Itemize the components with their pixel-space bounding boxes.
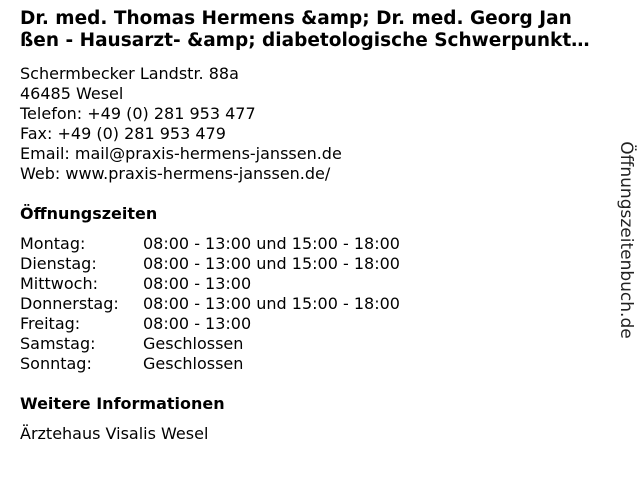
day-label: Dienstag: xyxy=(20,254,97,273)
contact-block xyxy=(20,64,600,184)
site-watermark-label: Öffnungszeitenbuch.de xyxy=(616,141,636,339)
time-value: Geschlossen xyxy=(143,354,244,373)
email-address: Email: mail@praxis-hermens-janssen.de xyxy=(20,144,342,163)
city-address: 46485 Wesel xyxy=(20,84,124,103)
time-value: 08:00 - 13:00 xyxy=(143,314,252,333)
title-line-1: Dr. med. Thomas Hermens &amp; Dr. med. Georg Jan xyxy=(20,8,572,29)
hours-row xyxy=(20,334,400,354)
day-label: Donnerstag: xyxy=(20,294,119,313)
phone-number: Telefon: +49 (0) 281 953 477 xyxy=(20,104,256,123)
page-title xyxy=(20,8,620,52)
opening-hours-table xyxy=(20,234,400,374)
day-label: Freitag: xyxy=(20,314,81,333)
time-value: Geschlossen xyxy=(143,334,244,353)
time-value: 08:00 - 13:00 und 15:00 - 18:00 xyxy=(143,234,400,253)
day-label: Samstag: xyxy=(20,334,96,353)
opening-hours-heading: Öffnungszeiten xyxy=(20,204,158,223)
hours-row xyxy=(20,274,400,294)
hours-row xyxy=(20,314,400,334)
more-info-heading: Weitere Informationen xyxy=(20,394,225,413)
day-label: Sonntag: xyxy=(20,354,92,373)
time-value: 08:00 - 13:00 xyxy=(143,274,252,293)
hours-row xyxy=(20,254,400,274)
hours-row xyxy=(20,294,400,314)
title-line-2: ßen - Hausarzt- &amp; diabetologische Schwerpunkt… xyxy=(20,30,590,51)
hours-row xyxy=(20,234,400,254)
day-label: Mittwoch: xyxy=(20,274,98,293)
fax-number: Fax: +49 (0) 281 953 479 xyxy=(20,124,226,143)
time-value: 08:00 - 13:00 und 15:00 - 18:00 xyxy=(143,294,400,313)
street-address: Schermbecker Landstr. 88a xyxy=(20,64,239,83)
day-label: Montag: xyxy=(20,234,86,253)
more-info-text: Ärztehaus Visalis Wesel xyxy=(20,424,209,443)
website-url: Web: www.praxis-hermens-janssen.de/ xyxy=(20,164,331,183)
hours-row xyxy=(20,354,400,374)
time-value: 08:00 - 13:00 und 15:00 - 18:00 xyxy=(143,254,400,273)
